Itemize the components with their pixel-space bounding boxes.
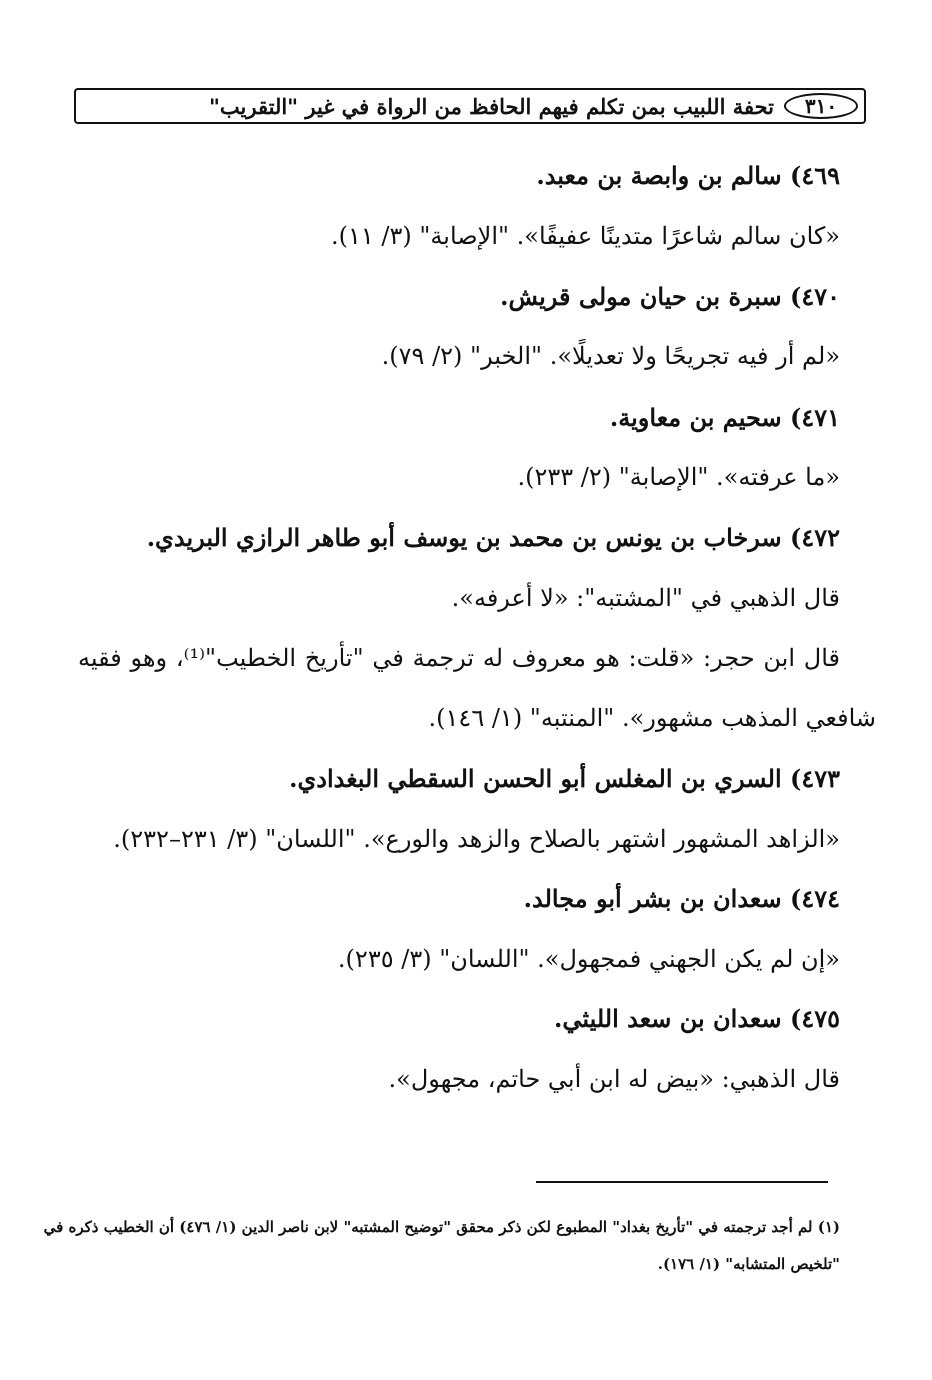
entry-472-dhahabi: قال الذهبي في "المشتبه": «لا أعرفه». (451, 584, 840, 612)
entry-469-quote: «كان سالم شاعرًا متدينًا عفيفًا». "الإصابة" (٣/ ١١). (330, 222, 840, 250)
footnote-separator (536, 1181, 828, 1183)
footnote-line-1: (١) لم أجد ترجمته في "تأريخ بغداد" المطبوع لكن ذكر محقق "توضيح المشتبه" لابن ناصر الدين (١/ ٤٧٦) أن الخطيب ذكره في (43, 1218, 840, 1236)
entry-471-quote: «ما عرفته». "الإصابة" (٢/ ٢٣٣). (517, 463, 840, 491)
running-header (74, 88, 866, 124)
entry-474-quote: «إن لم يكن الجهني فمجهول». "اللسان" (٣/ ٢٣٥). (337, 945, 840, 973)
entry-470-quote: «لم أر فيه تجريحًا ولا تعديلًا». "الخبر" (٢/ ٧٩). (381, 342, 840, 370)
page-number: ٣١٠ (784, 93, 858, 119)
footnote-line-2: "تلخيص المتشابه" (١/ ١٧٦). (657, 1255, 840, 1273)
entry-471-heading: ٤٧١) سحيم بن معاوية. (609, 403, 840, 432)
running-title: تحفة اللبيب بمن تكلم فيهم الحافظ من الرواة في غير "التقريب" (208, 93, 774, 119)
entry-475-heading: ٤٧٥) سعدان بن سعد الليثي. (553, 1004, 840, 1033)
entry-474-heading: ٤٧٤) سعدان بن بشر أبو مجالد. (523, 884, 840, 913)
entry-473-heading: ٤٧٣) السري بن المغلس أبو الحسن السقطي البغدادي. (289, 764, 840, 793)
entry-473-quote: «الزاهد المشهور اشتهر بالصلاح والزهد والورع». "اللسان" (٣/ ٢٣١–٢٣٢). (113, 825, 840, 853)
entry-472-ibn-hajar-continued: شافعي المذهب مشهور». "المنتبه" (١/ ١٤٦). (428, 704, 876, 732)
entry-475-quote: قال الذهبي: «بيض له ابن أبي حاتم، مجهول». (388, 1065, 840, 1093)
entry-472-heading: ٤٧٢) سرخاب بن يونس بن محمد بن يوسف أبو طاهر الرازي البريدي. (146, 523, 840, 552)
entry-470-heading: ٤٧٠) سبرة بن حيان مولى قريش. (500, 282, 840, 311)
entry-472-ibn-hajar: قال ابن حجر: «قلت: هو معروف له ترجمة في "تأريخ الخطيب"⁽¹⁾، وهو فقيه (78, 644, 841, 672)
entry-469-heading: ٤٦٩) سالم بن وابصة بن معبد. (536, 161, 840, 190)
